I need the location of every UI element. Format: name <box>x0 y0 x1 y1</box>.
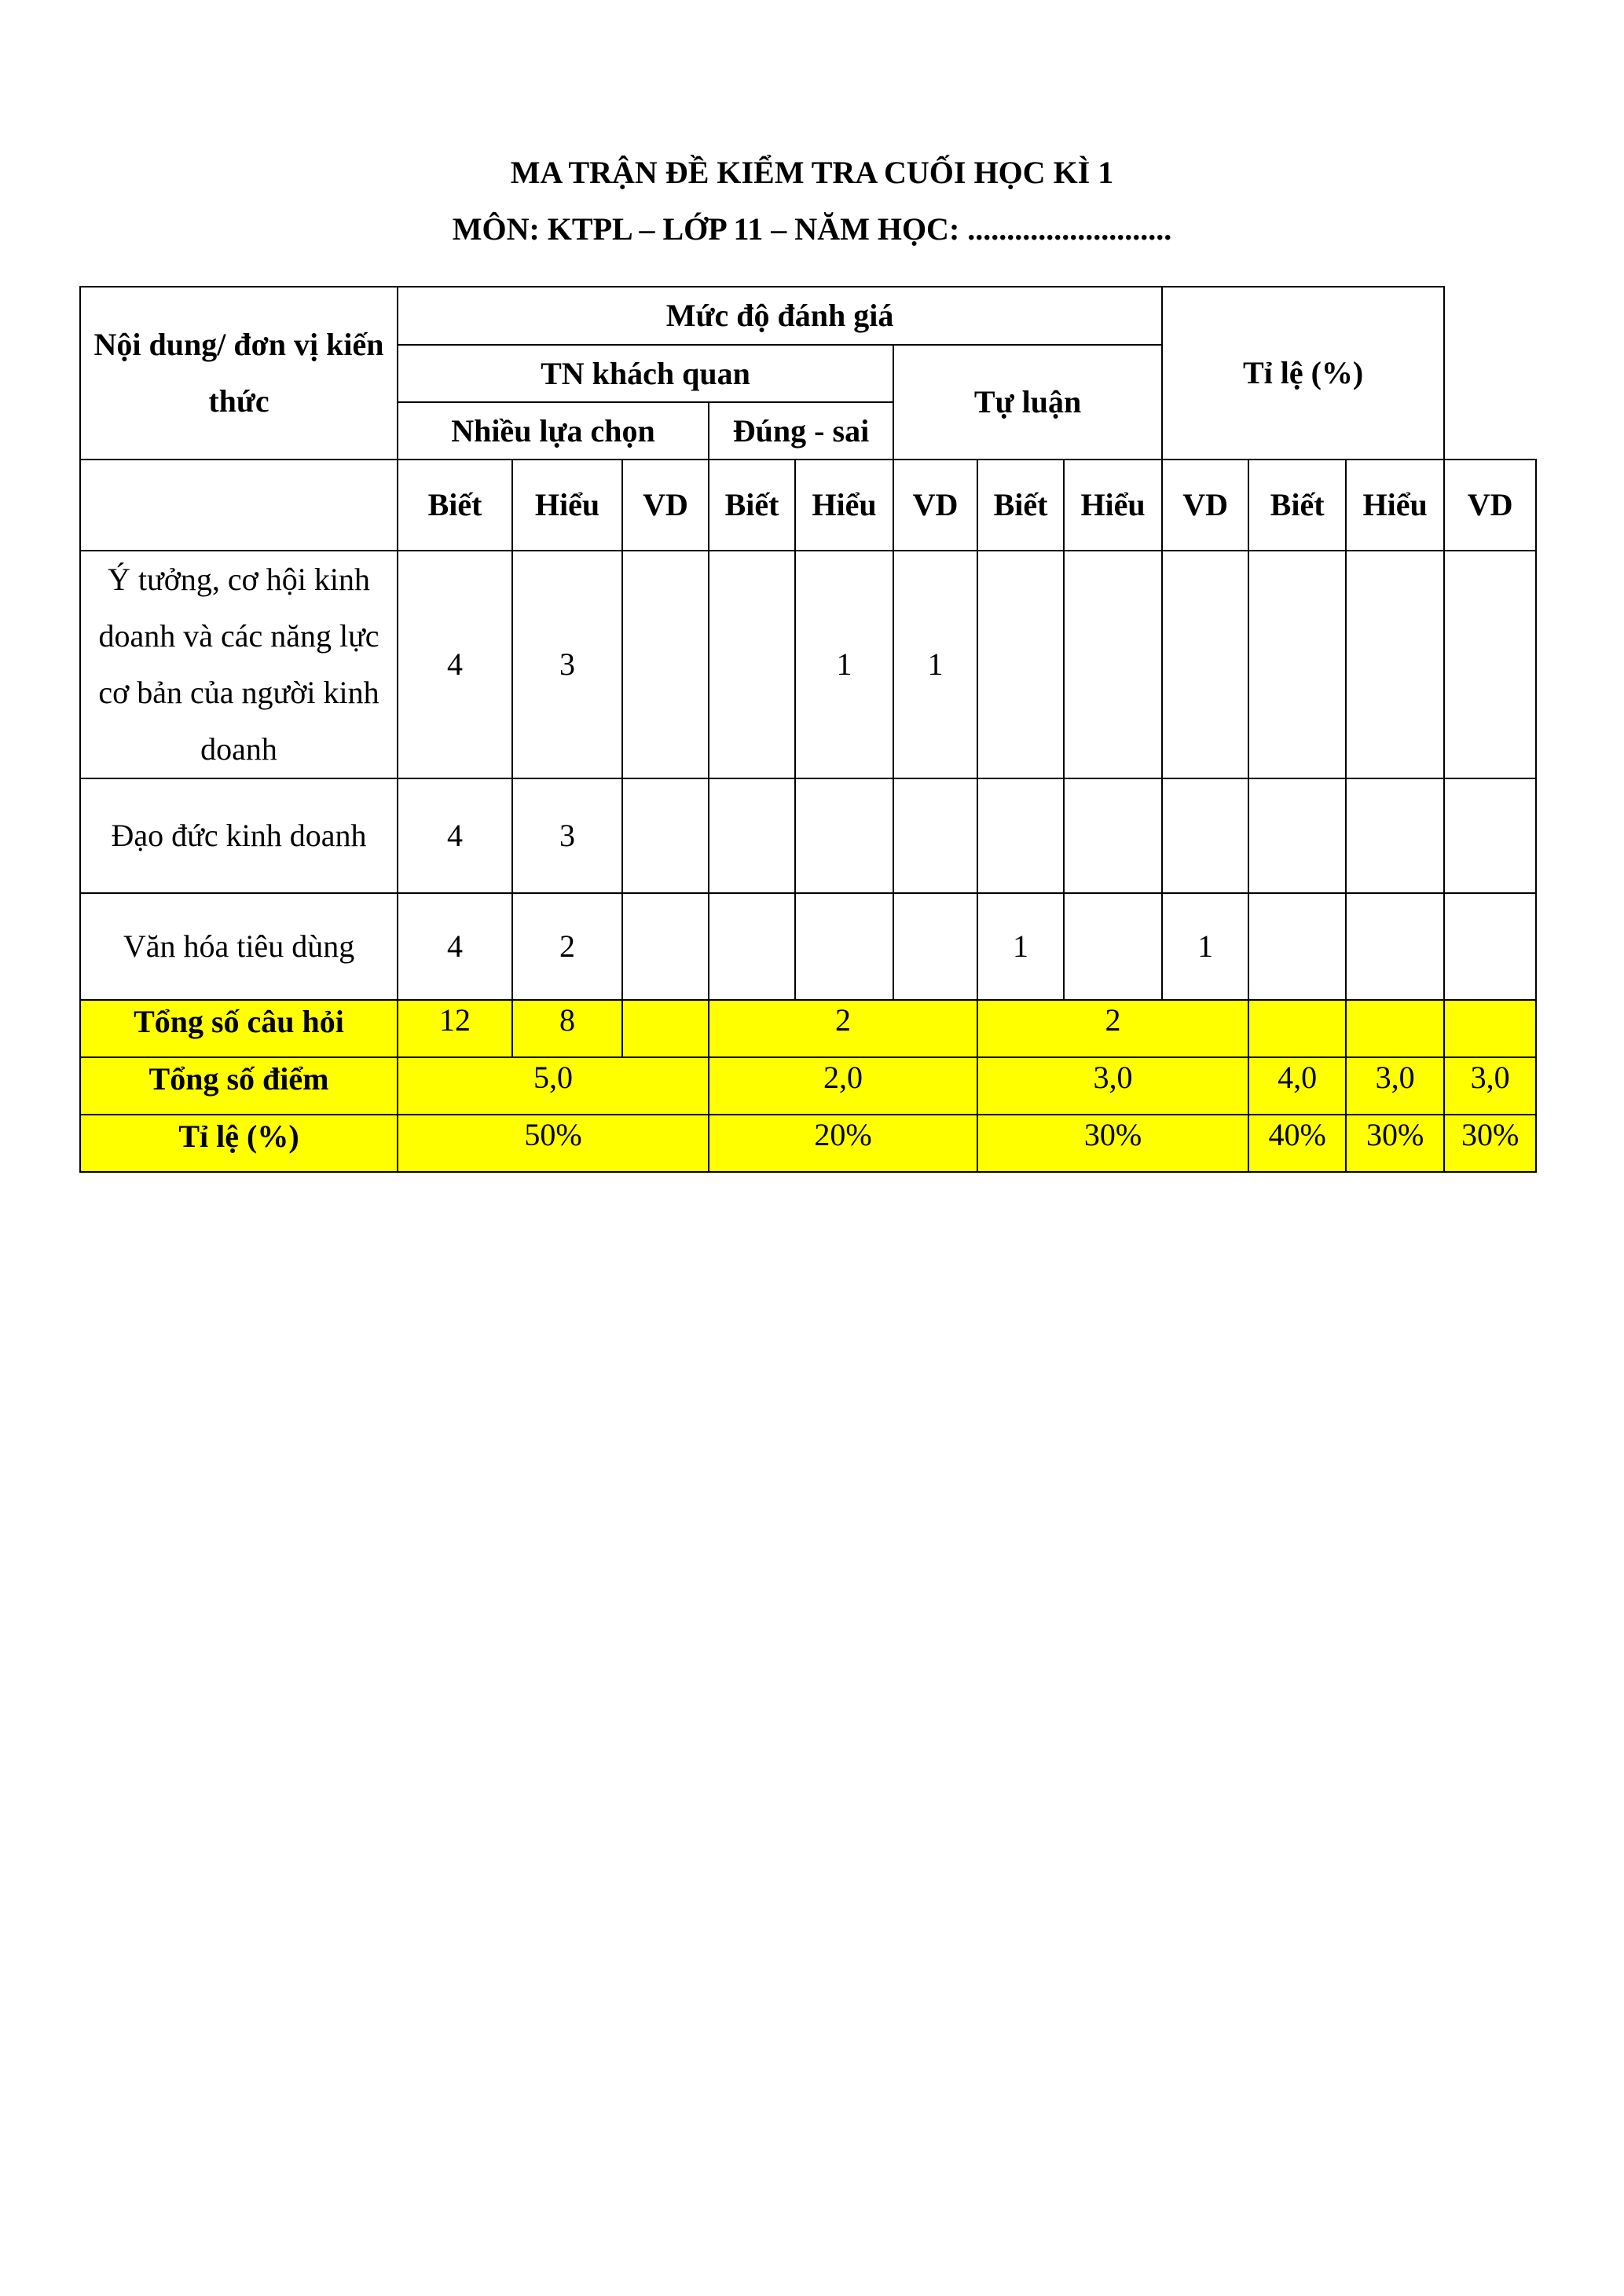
header-content-unit: Nội dung/ đơn vị kiến thức <box>80 287 398 460</box>
table-cell: 1 <box>893 551 977 778</box>
level-cell: Hiểu <box>512 460 622 551</box>
total-questions-essay: 2 <box>977 1000 1248 1057</box>
level-cell: Biết <box>977 460 1064 551</box>
table-cell: 4 <box>398 551 512 778</box>
table-cell <box>1346 893 1444 1000</box>
level-cell: Hiểu <box>1064 460 1162 551</box>
table-cell: 1 <box>977 893 1064 1000</box>
table-cell <box>1346 778 1444 893</box>
table-cell <box>709 893 795 1000</box>
table-cell <box>893 893 977 1000</box>
table-cell <box>1162 778 1248 893</box>
header-multiple-choice: Nhiều lựa chọn <box>398 402 709 460</box>
table-row <box>80 778 1536 893</box>
total-points-essay: 3,0 <box>977 1057 1248 1115</box>
ratio-mc: 50% <box>398 1115 709 1172</box>
levels-row-blank <box>80 460 398 551</box>
table-cell <box>622 778 709 893</box>
table-cell: 4 <box>398 778 512 893</box>
table-cell: 2 <box>512 893 622 1000</box>
table-cell: 3 <box>512 778 622 893</box>
levels-row <box>80 460 1536 551</box>
table-cell <box>709 551 795 778</box>
level-cell: Hiểu <box>795 460 893 551</box>
table-cell <box>1346 551 1444 778</box>
table-cell <box>1444 778 1536 893</box>
header-true-false: Đúng - sai <box>709 402 893 460</box>
ratio-understand: 30% <box>1346 1115 1444 1172</box>
level-cell: Biết <box>1248 460 1346 551</box>
document-subtitle: MÔN: KTPL – LỚP 11 – NĂM HỌC: .......................... <box>452 211 1172 247</box>
table-row <box>80 551 1536 778</box>
table-cell <box>1248 551 1346 778</box>
table-cell <box>1248 778 1346 893</box>
total-points-mc: 5,0 <box>398 1057 709 1115</box>
ratio-row <box>80 1115 1536 1172</box>
level-cell: Biết <box>709 460 795 551</box>
document-title: MA TRẬN ĐỀ KIỂM TRA CUỐI HỌC KÌ 1 <box>510 155 1114 190</box>
level-cell: Hiểu <box>1346 460 1444 551</box>
row-label: Đạo đức kinh doanh <box>80 778 398 893</box>
total-points-label: Tổng số điểm <box>80 1057 398 1115</box>
total-points-apply: 3,0 <box>1444 1057 1536 1115</box>
header-objective-test: TN khách quan <box>398 345 893 402</box>
table-cell <box>1064 778 1162 893</box>
level-cell: VD <box>893 460 977 551</box>
total-questions-row <box>80 1000 1536 1057</box>
total-questions-ratio-know <box>1248 1000 1346 1057</box>
table-cell: 1 <box>1162 893 1248 1000</box>
level-cell: VD <box>1444 460 1536 551</box>
row-label: Ý tưởng, cơ hội kinh doanh và các năng lực cơ bản của người kinh doanh <box>80 551 398 778</box>
table-cell <box>795 778 893 893</box>
total-points-true-false: 2,0 <box>709 1057 977 1115</box>
table-cell <box>709 778 795 893</box>
table-cell <box>1162 551 1248 778</box>
ratio-know: 40% <box>1248 1115 1346 1172</box>
table-cell <box>1444 551 1536 778</box>
total-questions-mc-apply <box>622 1000 709 1057</box>
table-cell <box>1248 893 1346 1000</box>
table-cell <box>1064 893 1162 1000</box>
table-cell: 3 <box>512 551 622 778</box>
level-cell: Biết <box>398 460 512 551</box>
total-questions-label: Tổng số câu hỏi <box>80 1000 398 1057</box>
ratio-label: Tỉ lệ (%) <box>80 1115 398 1172</box>
header-ratio: Tỉ lệ (%) <box>1162 287 1444 460</box>
total-questions-ratio-understand <box>1346 1000 1444 1057</box>
table-cell <box>1444 893 1536 1000</box>
ratio-essay: 30% <box>977 1115 1248 1172</box>
total-questions-mc-understand: 8 <box>512 1000 622 1057</box>
table-cell <box>893 778 977 893</box>
table-cell: 1 <box>795 551 893 778</box>
table-cell <box>977 551 1064 778</box>
row-label: Văn hóa tiêu dùng <box>80 893 398 1000</box>
ratio-apply: 30% <box>1444 1115 1536 1172</box>
assessment-matrix-table <box>79 286 1537 1173</box>
total-points-understand: 3,0 <box>1346 1057 1444 1115</box>
header-row-1 <box>80 287 1536 345</box>
level-cell: VD <box>1162 460 1248 551</box>
table-cell <box>795 893 893 1000</box>
header-essay: Tự luận <box>893 345 1162 460</box>
table-cell <box>977 778 1064 893</box>
header-assessment-level: Mức độ đánh giá <box>398 287 1162 345</box>
table-cell <box>1064 551 1162 778</box>
total-questions-true-false: 2 <box>709 1000 977 1057</box>
ratio-true-false: 20% <box>709 1115 977 1172</box>
level-cell: VD <box>622 460 709 551</box>
total-questions-ratio-apply <box>1444 1000 1536 1057</box>
table-cell <box>622 893 709 1000</box>
total-points-row <box>80 1057 1536 1115</box>
table-cell: 4 <box>398 893 512 1000</box>
table-cell <box>622 551 709 778</box>
total-points-know: 4,0 <box>1248 1057 1346 1115</box>
total-questions-mc-know: 12 <box>398 1000 512 1057</box>
table-row <box>80 893 1536 1000</box>
